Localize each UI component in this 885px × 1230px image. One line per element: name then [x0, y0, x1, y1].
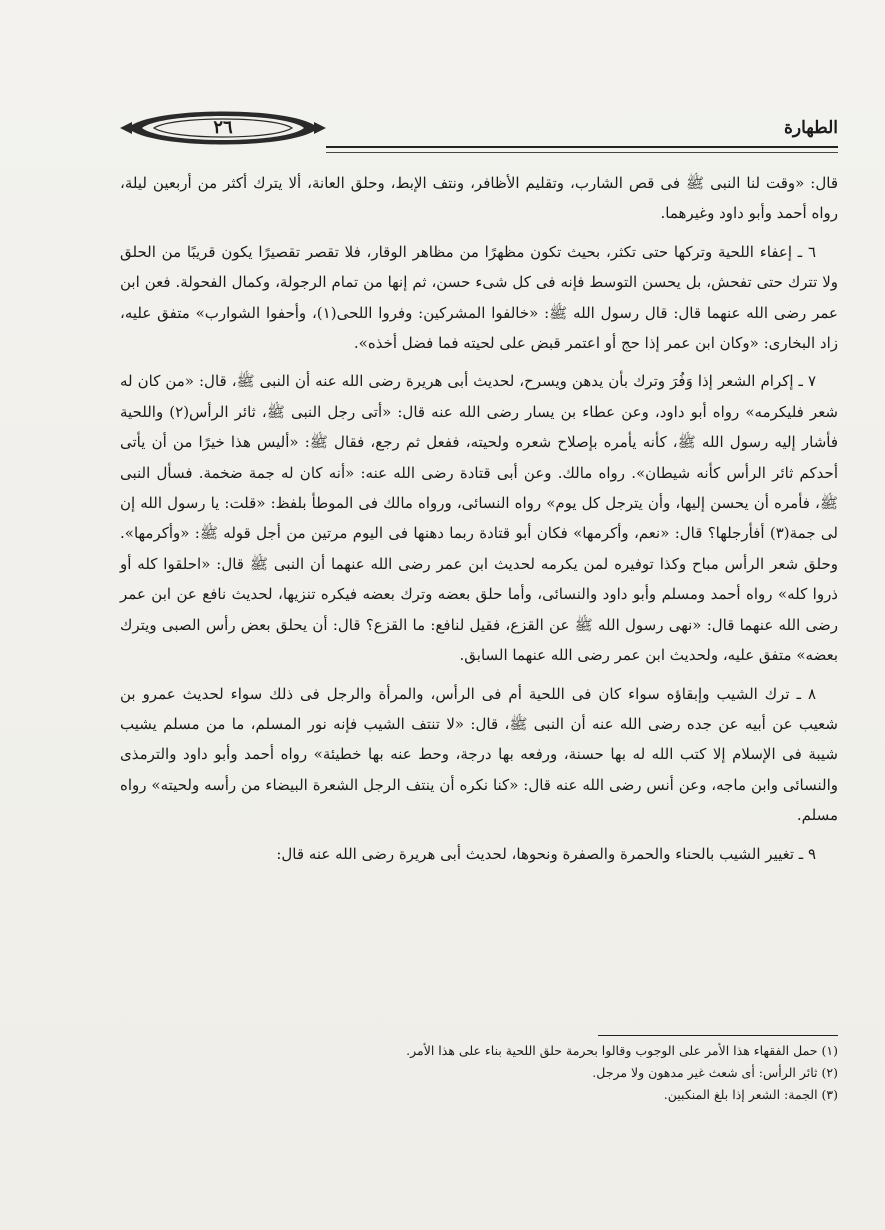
paragraph-intro-hadith: قال: «وقت لنا النبى ﷺ فى قص الشارب، وتقليم الأظافر، ونتف الإبط، وحلق العانة، ألا يترك أكثر من أربعين ليلة، رواه أحمد وأبو داود وغيرهما. [120, 174, 838, 223]
paragraph-9-dyeing: ٩ ـ تغيير الشيب بالحناء والحمرة والصفرة ونحوها، لحديث أبى هريرة رضى الله عنه قال: [276, 844, 816, 863]
paragraph-7-hair: ٧ ـ إكرام الشعر إذا وَفُرَ وترك بأن يدهن ويسرح، لحديث أبى هريرة رضى الله عنه أن النبى ﷺ، قال: «من كان له شعر فليكرمه» رواه أبو داود، وعن عطاء بن يسار رضى الله عنه قال: «أتى رجل النبى ﷺ، ثائر الرأس(٢) واللحية فأشار إليه رسول الله ﷺ، كأنه يأمره بإصلاح شعره ولحيته، ففعل ثم رجع، فقال ﷺ: «أليس هذا خيرًا من أن يأتى أحدكم ثائر الرأس كأنه شيطان». رواه مالك. وعن أبى قتادة رضى الله عنه: «أنه كان له جمة ضخمة. فسأل النبى ﷺ، فأمره أن يحسن إليها، وأن يترجل كل يوم» رواه النسائى، ورواه مالك فى الموطأ بلفظ: «قلت: يا رسول الله إن لى جمة(٣) أفأرجلها؟ قال: «نعم، وأكرمها» فكان أبو قتادة ربما دهنها فى اليوم مرتين من أجل قوله ﷺ: «وأكرمها». وحلق شعر الرأس مباح وكذا توفيره لمن يكرمه لحديث ابن عمر رضى الله عنهما أن النبى ﷺ قال: «احلقوا كله أو ذروا كله» رواه أحمد ومسلم وأبو داود والنسائى، وأما حلق بعضه وترك بعضه فيكره تنزيها، لحديث نافع عن ابن عمر رضى الله عنهما قال: «نهى رسول الله ﷺ عن القزع، فقيل لنافع: ما القزع؟ قال: أن يحلق بعض رأس الصبى ويترك بعضه» متفق عليه، ولحديث ابن عمر رضى الله عنهما السابق. [120, 372, 838, 665]
page-number: ٢٦ [213, 117, 233, 138]
paragraph-8-gray-hair: ٨ ـ ترك الشيب وإبقاؤه سواء كان فى اللحية أم فى الرأس، والمرأة والرجل فى ذلك سواء لحديث عمرو بن شعيب عن أبيه عن جده رضى الله عنه أن النبى ﷺ، قال: «لا تنتف الشيب فإنه نور المسلم، ما من مسلم يشيب شيبة فى الإسلام إلا كتب الله له بها حسنة، ورفعه بها درجة، وحط عنه بها خطيئة» رواه أحمد وأبو داود والترمذى والنسائى وابن ماجه، وعن أنس رضى الله عنه قال: «كنا نكره أن ينتف الرجل الشعرة البيضاء من رأسه ولحيته» رواه مسلم. [120, 684, 838, 825]
footnote-separator [598, 1035, 838, 1036]
footnote-1: (١) حمل الفقهاء هذا الأمر على الوجوب وقالوا بحرمة حلق اللحية بناء على هذا الأمر. [406, 1043, 838, 1058]
footnote-2: (٢) ثائر الرأس: أى شعث غير مدهون ولا مرجل. [592, 1065, 838, 1080]
header-rule [326, 146, 838, 153]
chapter-title: الطهارة [784, 118, 838, 138]
page-header [120, 108, 838, 154]
footnote-3: (٣) الجمة: الشعر إذا بلغ المنكبين. [663, 1087, 838, 1102]
footnotes [120, 1040, 838, 1106]
main-text [120, 168, 838, 877]
paragraph-6-beard: ٦ ـ إعفاء اللحية وتركها حتى تكثر، بحيث تكون مظهرًا من مظاهر الوقار، فلا تقصر تقصيرًا يكون قريبًا من الحلق ولا تترك حتى تفحش، بل يحسن التوسط فإنه فى كل شىء حسن، ثم إنها من تمام الرجولة، وكمال الفحولة. فعن ابن عمر رضى الله عنهما قال: قال رسول الله ﷺ: «خالفوا المشركين: وفروا اللحى(١)، وأحفوا الشوارب» متفق عليه، زاد البخارى: «وكان ابن عمر إذا حج أو اعتمر قبض على لحيته فما فضل أخذه». [120, 242, 838, 353]
